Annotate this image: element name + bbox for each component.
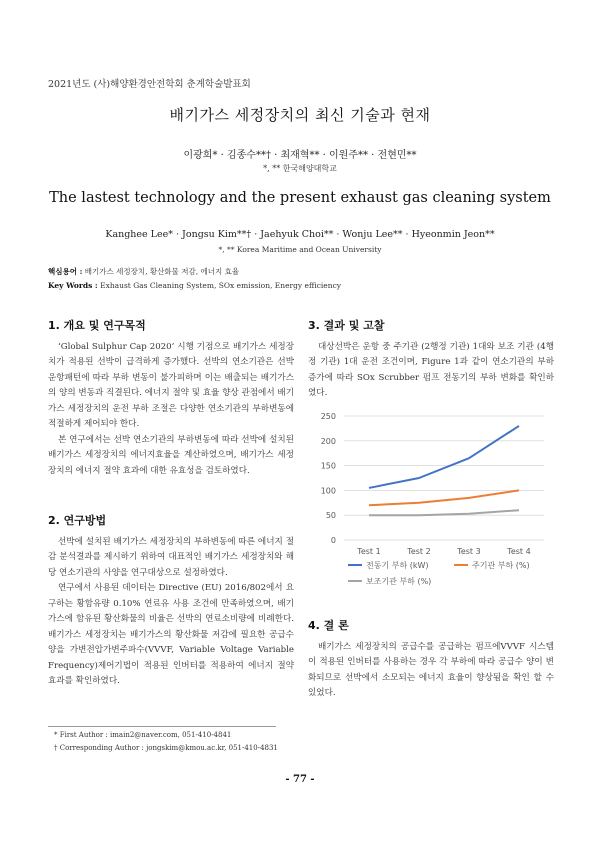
author-list-english: Kanghee Lee* · Jongsu Kim**† · Jaehyuk Choi** · Wonju Lee** · Hyeonmin Jeon** <box>105 229 495 240</box>
section-2 <box>48 513 294 690</box>
x-tick-label: Test 2 <box>407 547 431 556</box>
keywords-english-text: Exhaust Gas Cleaning System, SOx emission, Energy efficiency <box>100 281 342 290</box>
section-2-paragraph-2: 연구에서 사용된 데이터는 Directive (EU) 2016/802에서 요구하는 황함유량 0.10% 연료유 사용 조건에 만족하였으며, 배기가스에 함유된 황산화물의 비율은 선박의 연료소비량에 비례한다. 배기가스 세정장치는 배기가스의 황산화물 저감에 필요한 공급수 양을 가변전압가변주파수(VVVF, Variable Voltage Variable Frequency)제어기법이 적용된 인버터를 적용하여 에너지 절약 효과를 확인하였다. <box>48 583 294 686</box>
paper-title-english: The lastest technology and the present exhaust gas cleaning system <box>49 190 551 206</box>
x-tick-label: Test 1 <box>357 547 381 556</box>
keywords-korean <box>48 266 239 277</box>
author-list-korean: 이광희* · 김종수**† · 최재혁** · 이원주** · 전현민** <box>183 150 417 161</box>
section-2-heading: 2. 연구방법 <box>48 514 107 527</box>
y-tick-label: 200 <box>320 436 336 446</box>
section-1 <box>48 318 294 479</box>
y-tick-label: 150 <box>320 461 336 471</box>
section-1-paragraph-1: ‘Global Sulphur Cap 2020’ 시행 기점으로 배기가스 세정장치가 적용된 선박이 급격하게 증가했다. 선박의 연소기관은 선박 운항패턴에 따라 부하 변동이 불가피하며 이는 배출되는 배기가스의 양의 변동과 직결된다. 에너지 절약 및 효율 향상 관점에서 배기가스 세정장치의 운전 부하 조절은 다양한 연소기관의 부하변동에 적절하게 제어되야 한다. <box>48 341 294 429</box>
footnote-divider <box>48 726 276 727</box>
x-tick-label: Test 4 <box>507 547 531 556</box>
section-2-paragraph-1: 선박에 설치된 배기가스 세정장치의 부하변동에 따른 에너지 절감 분석결과를 제시하기 위하여 대표적인 배기가스 세정장치와 해당 연소기관의 사양을 연구대상으로 설정하였다. <box>48 536 294 578</box>
section-3-heading: 3. 결과 및 고찰 <box>308 319 385 332</box>
affiliation-english: *, ** Korea Maritime and Ocean University <box>218 245 382 254</box>
series-line-1 <box>369 426 519 488</box>
footnote-corresponding-author: † Corresponding Author : jongskim@kmou.ac.kr, 051-410-4831 <box>54 744 278 752</box>
keywords-english <box>48 281 341 290</box>
legend-label-1: 전동기 부하 (kW) <box>366 561 429 570</box>
legend-label-2: 주기관 부하 (%) <box>472 561 530 570</box>
footnote-first-author: * First Author : imain2@naver.com, 051-410-4841 <box>54 731 232 739</box>
series-line-2 <box>369 490 519 505</box>
figure-1-chart <box>308 402 554 598</box>
section-4 <box>308 618 554 702</box>
conference-name: 2021년도 (사)해양환경안전학회 춘계학술발표회 <box>48 79 251 90</box>
section-1-paragraph-2: 본 연구에서는 선박 연소기관의 부하변동에 따라 선박에 설치된 배기가스 세정장치의 에너지효율을 계산하였으며, 배기가스 세정장치의 에너지 절약 효과에 대한 유효성을 검토하였다. <box>48 434 294 476</box>
legend-label-3: 보조기관 부하 (%) <box>366 577 432 586</box>
y-tick-label: 0 <box>330 536 336 545</box>
section-4-paragraph-1: 배기가스 세정장치의 공급수를 공급하는 펌프에VVVF 시스템이 적용된 인버터를 사용하는 경우 각 부하에 따라 공급수 양이 변화되므로 선박에서 소모되는 에너지 효율이 향상됨을 확인 할 수 있었다. <box>308 641 554 698</box>
keywords-korean-label: 핵심용어 : <box>48 267 83 276</box>
y-tick-label: 100 <box>320 486 336 496</box>
x-tick-label: Test 3 <box>457 547 481 556</box>
keywords-english-label: Key Words : <box>48 281 98 290</box>
paper-title-korean: 배기가스 세정장치의 최신 기술과 현재 <box>169 106 431 124</box>
series-line-3 <box>369 510 519 515</box>
section-3 <box>308 318 554 402</box>
section-4-heading: 4. 결 론 <box>308 619 349 632</box>
section-1-heading: 1. 개요 및 연구목적 <box>48 319 146 332</box>
affiliation-korean: *, ** 한국해양대학교 <box>263 164 337 173</box>
section-3-paragraph-1: 대상선박은 운항 중 주기관 (2행정 기관) 1대와 보조 기관 (4행정 기관) 1대 운전 조건이며, Figure 1과 같이 연소기관의 부하 증가에 따라 SOx Scrubber 펌프 전동기의 부하 변화를 확인하였다. <box>308 341 554 398</box>
y-tick-label: 50 <box>325 511 336 521</box>
y-tick-label: 250 <box>320 412 336 421</box>
page-number: - 77 - <box>285 774 315 785</box>
keywords-korean-text: 배기가스 세정장치, 황산화물 저감, 에너지 효율 <box>84 267 240 276</box>
